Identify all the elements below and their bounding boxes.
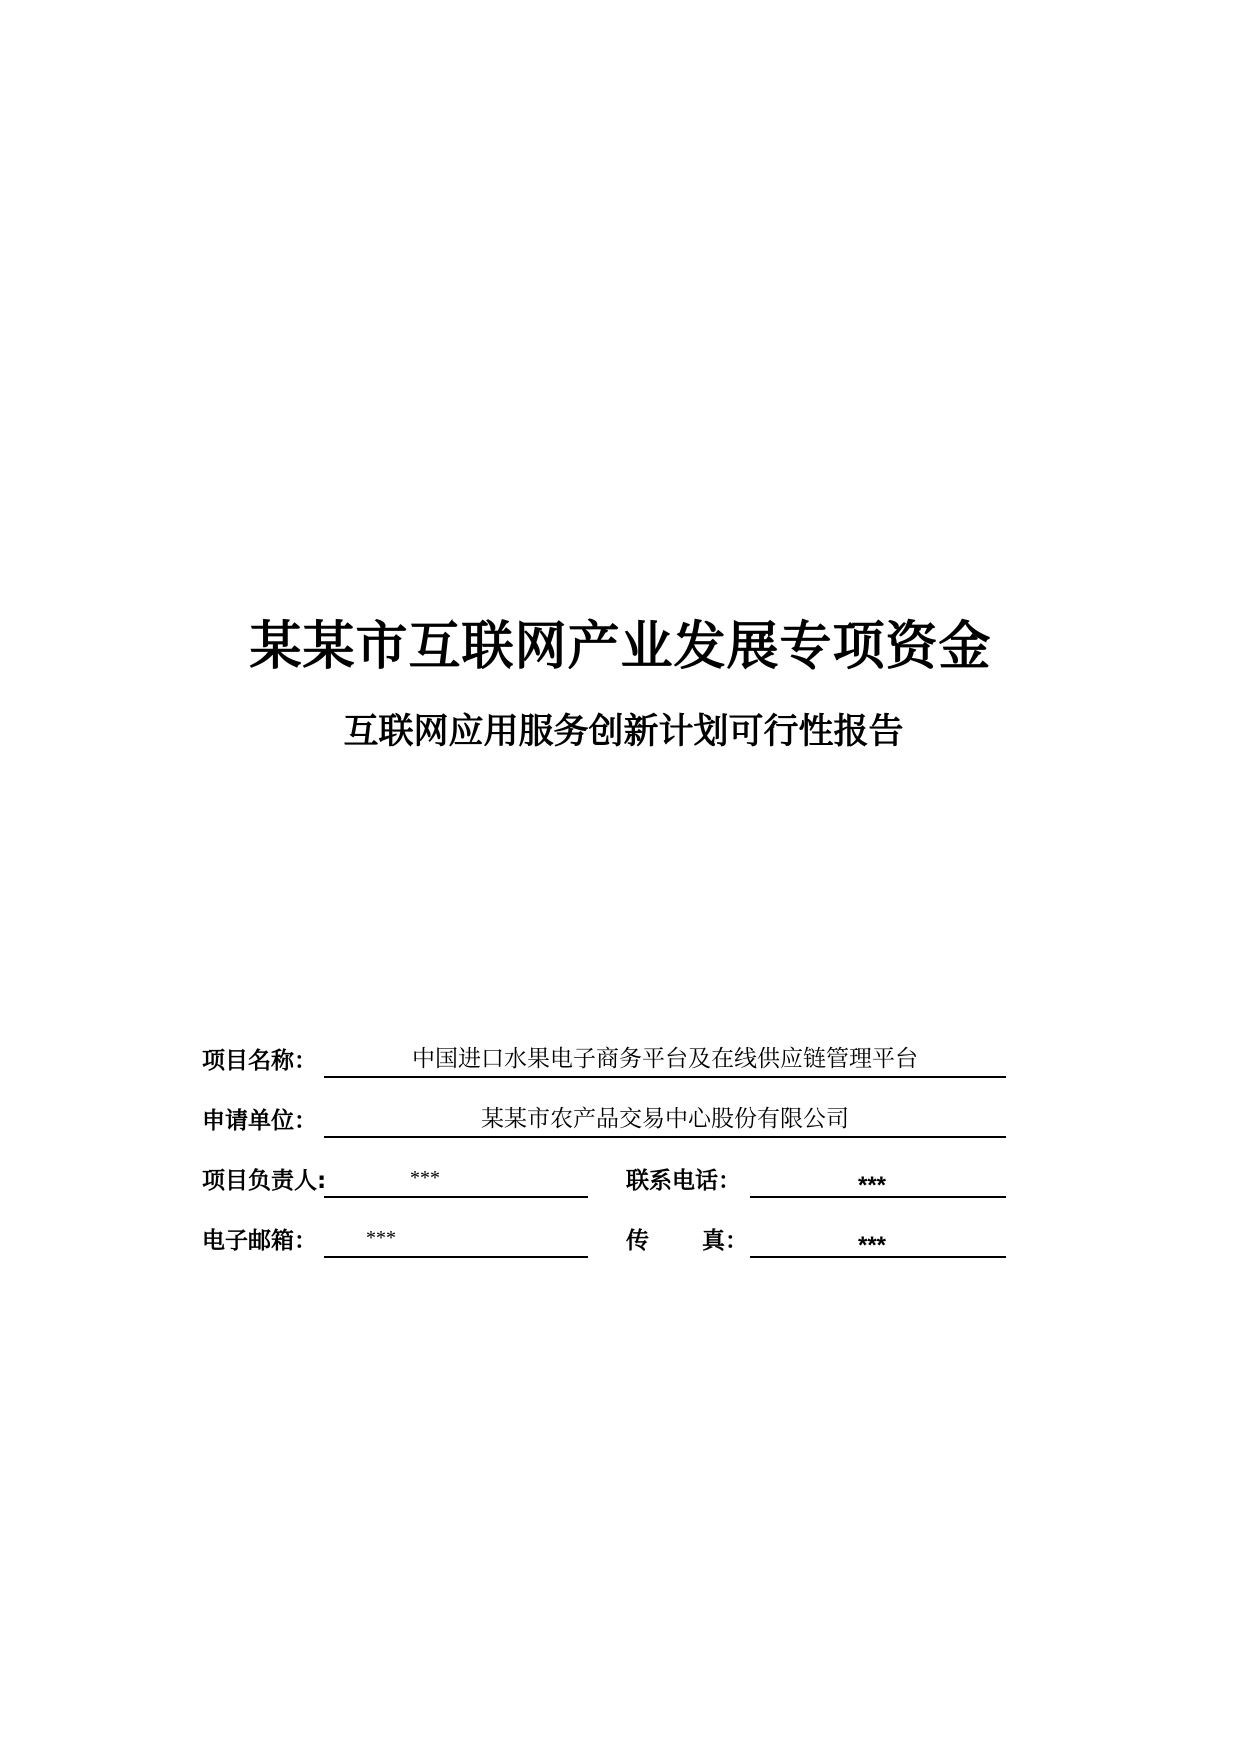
form-row-email-fax <box>0 1220 1241 1264</box>
project-name-field <box>324 1046 1006 1078</box>
phone-field <box>750 1166 1006 1198</box>
fax-field <box>750 1226 1006 1258</box>
fax-value: *** <box>858 1232 887 1259</box>
form-row-project-name <box>0 1040 1241 1084</box>
document-subtitle: 互联网应用服务创新计划可行性报告 <box>343 712 904 752</box>
project-name-value: 中国进口水果电子商务平台及在线供应链管理平台 <box>412 1046 918 1072</box>
email-label: 电子邮箱： <box>202 1228 317 1254</box>
form-row-applicant <box>0 1100 1241 1144</box>
email-field <box>324 1226 588 1258</box>
applicant-value: 某某市农产品交易中心股份有限公司 <box>481 1106 849 1132</box>
project-name-label: 项目名称： <box>202 1048 317 1074</box>
project-leader-label: 项目负责人: <box>202 1168 327 1194</box>
project-leader-field <box>324 1166 588 1198</box>
phone-value: *** <box>858 1172 887 1199</box>
project-leader-value: *** <box>410 1167 440 1189</box>
applicant-field <box>324 1106 1006 1138</box>
document-title: 某某市互联网产业发展专项资金 <box>249 617 992 677</box>
phone-label: 联系电话： <box>626 1168 741 1194</box>
fax-label-char1: 传 <box>626 1228 649 1254</box>
form-row-leader-phone <box>0 1160 1241 1204</box>
applicant-label: 申请单位： <box>202 1108 317 1134</box>
fax-label-char2: 真： <box>702 1228 748 1254</box>
email-value: *** <box>366 1227 396 1249</box>
